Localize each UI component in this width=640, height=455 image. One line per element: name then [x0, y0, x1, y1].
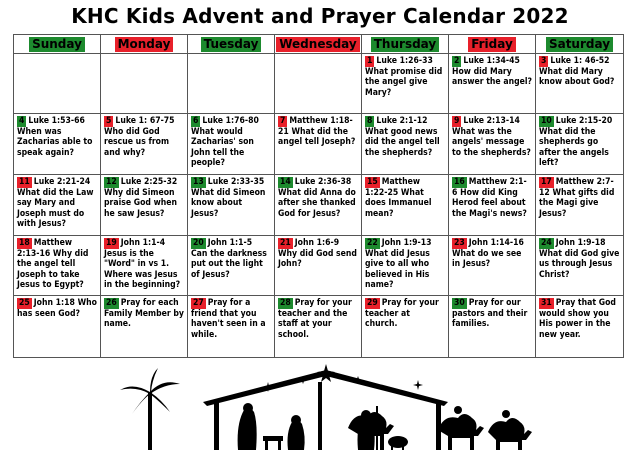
calendar-day-19: [101, 236, 188, 296]
calendar-day-16: [449, 175, 536, 236]
calendar-day-7: [275, 114, 362, 175]
scripture-reference: Luke 2:1-12: [376, 116, 428, 126]
calendar-day-31: [536, 296, 623, 357]
day-number: 28: [280, 298, 291, 308]
calendar-day-1: [362, 54, 449, 114]
day-header-sunday: [14, 35, 101, 54]
calendar-day-17: [536, 175, 623, 236]
calendar-day-empty: [275, 54, 362, 114]
scripture-reference: Luke 1:34-45: [463, 56, 520, 66]
daily-question: What do we see in Jesus?: [452, 248, 522, 269]
calendar-day-29: [362, 296, 449, 357]
daily-question: What does Immanuel mean?: [365, 187, 432, 219]
scripture-reference: Luke 2:21-24: [33, 177, 91, 187]
scripture-reference: John 1:6-9: [294, 238, 340, 248]
scripture-reference: Luke 2:36-38: [294, 177, 352, 187]
calendar-day-24: [536, 236, 623, 296]
day-number: 3: [541, 56, 547, 66]
day-header-saturday: [536, 35, 623, 54]
daily-question: What would Zacharias' son John tell the people?: [191, 126, 254, 168]
daily-question: Can the darkness put out the light of Jesus?: [191, 248, 267, 280]
calendar-day-28: [275, 296, 362, 357]
scripture-reference: Matthew 2:7-12: [539, 177, 614, 198]
scripture-reference: Luke 2:13-14: [463, 116, 520, 126]
daily-question: Who did God rescue us from and why?: [104, 126, 170, 158]
calendar-day-5: [101, 114, 188, 175]
daily-question: What did Anna do after she thanked God for Jesus?: [278, 187, 356, 219]
scripture-reference: John 1:9-18: [555, 238, 606, 248]
manger-icon: [263, 436, 283, 450]
scripture-reference: Pray for your teacher at church.: [365, 298, 439, 329]
scripture-reference: Matthew 1:22-25: [365, 177, 420, 198]
day-header-wednesday: [275, 35, 362, 54]
scripture-reference: Luke 1:26-33: [376, 56, 433, 66]
calendar-day-23: [449, 236, 536, 296]
calendar-day-10: [536, 114, 623, 175]
scripture-reference: Luke 1:76-80: [202, 116, 259, 126]
calendar-day-3: [536, 54, 623, 114]
day-label: Wednesday: [276, 37, 360, 52]
day-number: 10: [541, 116, 552, 126]
daily-question: What did God give us through Jesus Christ?: [539, 248, 620, 280]
daily-question: Why did God send John?: [278, 248, 357, 269]
day-number: 30: [454, 298, 465, 308]
day-number: 27: [193, 298, 204, 308]
scripture-reference: Pray that God would show you His power in the new year.: [539, 298, 616, 340]
scripture-reference: John 1:14-16: [468, 238, 524, 248]
daily-question: How did Mary answer the angel?: [452, 66, 532, 87]
day-number: 5: [106, 116, 112, 126]
scripture-reference: Luke 2:15-20: [555, 116, 613, 126]
day-number: 11: [19, 177, 30, 187]
calendar-day-empty: [188, 54, 275, 114]
calendar-day-30: [449, 296, 536, 357]
day-number: 26: [106, 298, 117, 308]
calendar-day-8: [362, 114, 449, 175]
day-number: 21: [280, 238, 291, 248]
day-header-friday: [449, 35, 536, 54]
calendar-day-15: [362, 175, 449, 236]
calendar-day-21: [275, 236, 362, 296]
calendar-day-11: [14, 175, 101, 236]
daily-question: Who has seen God?: [17, 298, 97, 319]
day-number: 17: [541, 177, 552, 187]
day-number: 20: [193, 238, 204, 248]
daily-question: What was the angels' message to the shepherds?: [452, 126, 531, 158]
daily-question: How did King Herod feel about the Magi's news?: [452, 187, 527, 219]
calendar-day-9: [449, 114, 536, 175]
daily-question: What good news did the angel tell the shepherds?: [365, 126, 440, 158]
scripture-reference: Matthew 1:18-21: [278, 116, 353, 137]
scripture-reference: Pray for each Family Member by name.: [104, 298, 184, 329]
calendar-grid: [13, 34, 624, 358]
calendar-day-22: [362, 236, 449, 296]
daily-question: What did Jesus give to all who believed in His name?: [365, 248, 430, 290]
daily-question: Why did the angel tell Joseph to take Jesus to Egypt?: [17, 248, 89, 290]
day-number: 1: [367, 56, 373, 66]
daily-question: Jesus is the "Word" in vs 1. Where was Jesus in the beginning?: [104, 248, 181, 290]
day-number: 16: [454, 177, 465, 187]
day-number: 7: [280, 116, 286, 126]
day-number: 19: [106, 238, 117, 248]
calendar-day-26: [101, 296, 188, 357]
nativity-silhouette: [118, 362, 533, 452]
scripture-reference: John 1:1-4: [120, 238, 166, 248]
day-number: 29: [367, 298, 378, 308]
scripture-reference: Pray for a friend that you haven't seen in a while.: [191, 298, 266, 340]
daily-question: What did the shepherds go after the angels left?: [539, 126, 609, 168]
scripture-reference: Luke 1: 46-52: [550, 56, 610, 66]
day-label: Thursday: [371, 37, 439, 52]
scripture-reference: Luke 2:33-35: [207, 177, 265, 187]
daily-question: What gifts did the Magi give Jesus?: [539, 187, 615, 219]
day-number: 13: [193, 177, 204, 187]
day-header-monday: [101, 35, 188, 54]
day-number: 24: [541, 238, 552, 248]
day-label: Tuesday: [201, 37, 262, 52]
calendar-day-18: [14, 236, 101, 296]
daily-question: Why did Simeon praise God when he saw Jesus?: [104, 187, 178, 219]
day-number: 8: [367, 116, 373, 126]
day-number: 12: [106, 177, 117, 187]
day-number: 25: [19, 298, 30, 308]
daily-question: What did Mary know about God?: [539, 66, 615, 87]
day-number: 18: [19, 238, 30, 248]
calendar-day-empty: [101, 54, 188, 114]
day-number: 15: [367, 177, 378, 187]
calendar-day-12: [101, 175, 188, 236]
scripture-reference: Pray for your teacher and the staff at your school.: [278, 298, 352, 340]
calendar-day-empty: [14, 54, 101, 114]
page-title: KHC Kids Advent and Prayer Calendar 2022: [71, 4, 569, 28]
daily-question: What did Simeon know about Jesus?: [191, 187, 266, 219]
day-label: Saturday: [546, 37, 613, 52]
calendar-day-14: [275, 175, 362, 236]
calendar-day-13: [188, 175, 275, 236]
day-number: 9: [454, 116, 460, 126]
day-label: Friday: [468, 37, 516, 52]
day-number: 2: [454, 56, 460, 66]
daily-question: What did the angel tell Joseph?: [278, 126, 356, 147]
day-number: 14: [280, 177, 291, 187]
day-number: 31: [541, 298, 552, 308]
day-label: Monday: [115, 37, 174, 52]
daily-question: What promise did the angel give Mary?: [365, 66, 443, 98]
scripture-reference: Matthew 2:13-16: [17, 238, 72, 259]
scripture-reference: Luke 1: 67-75: [115, 116, 175, 126]
camel-icon: [488, 410, 532, 450]
calendar-day-2: [449, 54, 536, 114]
day-number: 6: [193, 116, 199, 126]
daily-question: When was Zacharias able to speak again?: [17, 126, 93, 158]
day-number: 4: [19, 116, 25, 126]
camel-icon: [438, 406, 484, 450]
calendar-day-20: [188, 236, 275, 296]
calendar-day-27: [188, 296, 275, 357]
calendar-day-4: [14, 114, 101, 175]
scripture-reference: Luke 2:25-32: [120, 177, 178, 187]
palm-tree-icon: [120, 368, 180, 450]
calendar-day-6: [188, 114, 275, 175]
daily-question: What did the Law say Mary and Joseph must do with Jesus?: [17, 187, 94, 229]
day-header-thursday: [362, 35, 449, 54]
day-header-tuesday: [188, 35, 275, 54]
day-number: 23: [454, 238, 465, 248]
scripture-reference: Pray for our pastors and their families.: [452, 298, 528, 329]
scripture-reference: Matthew 2:1-6: [452, 177, 527, 198]
scripture-reference: John 1:1-5: [207, 238, 253, 248]
day-number: 22: [367, 238, 378, 248]
joseph-figure: [238, 408, 257, 450]
scripture-reference: John 1:18: [33, 298, 75, 308]
calendar-day-25: [14, 296, 101, 357]
scripture-reference: John 1:9-13: [381, 238, 432, 248]
scripture-reference: Luke 1:53-66: [28, 116, 85, 126]
day-label: Sunday: [29, 37, 85, 52]
